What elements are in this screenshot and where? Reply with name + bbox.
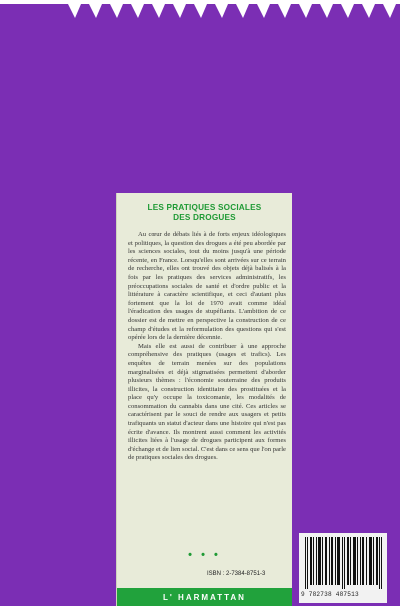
book-title: [117, 203, 292, 223]
book-title-line2: DES DROGUES: [173, 213, 236, 222]
blurb-paragraph-1: Au cœur de débats liés à de forts enjeux idéologiques et politiques, la question des drogues a été peu abordée par les sciences sociales, tout du moins jusqu'à une période récente, en France. Lorsqu'elles sont arrivées sur ce terrain de recherche, elles ont trouvé des objets déjà balisés à la fois par les pratiques des services administratifs, les préoccupations sociales de santé et d'ordre public et la littérature à caractère scientifique, et ceci d'autant plus fortement que la loi de 1970 avait comme idéal l'éradication des usages de stupéfiants. L'ambition de ce dossier est de mettre en perspective la construction de ce champ d'études et la reformulation des questions qui s'est opérée lors de la dernière décennie.: [128, 231, 286, 342]
barcode-number: 9 782738 487513: [301, 591, 359, 598]
book-title-line1: LES PRATIQUES SOCIALES: [147, 203, 262, 212]
publisher-name: L' HARMATTAN: [163, 592, 246, 602]
separator-dots: • • •: [188, 549, 221, 561]
blurb: [128, 231, 286, 463]
zigzag-border-top: [0, 0, 400, 22]
barcode-label: [299, 533, 387, 603]
publisher-bar: [117, 588, 292, 606]
text-panel: [116, 193, 292, 606]
barcode-icon: [303, 537, 383, 589]
isbn-label: ISBN : 2-7384-8751-3: [207, 571, 266, 577]
blurb-paragraph-2: Mais elle est aussi de contribuer à une approche compréhensive des pratiques (usages et trafics). Les enquêtes de terrain menées sur des populations marginalisées et déjà stigmatisées permettent d'aborder plusieurs thèmes : l'économie souterraine des produits illicites, la construction identitaire des prostituées et la place qu'y occupe la toxicomanie, les modalités de consommation du cannabis dans une cité. Ces articles se caractérisent par le souci de rendre aux usagers et petits trafiquants un statut d'acteur dans une histoire qui n'est pas écrite d'avance. Ils montrent aussi comment les activités illicites liées à l'usage de drogues participent aux formes d'échange et de lien social. C'est dans ce sens que l'on parle de pratiques sociales des drogues.: [128, 342, 286, 462]
